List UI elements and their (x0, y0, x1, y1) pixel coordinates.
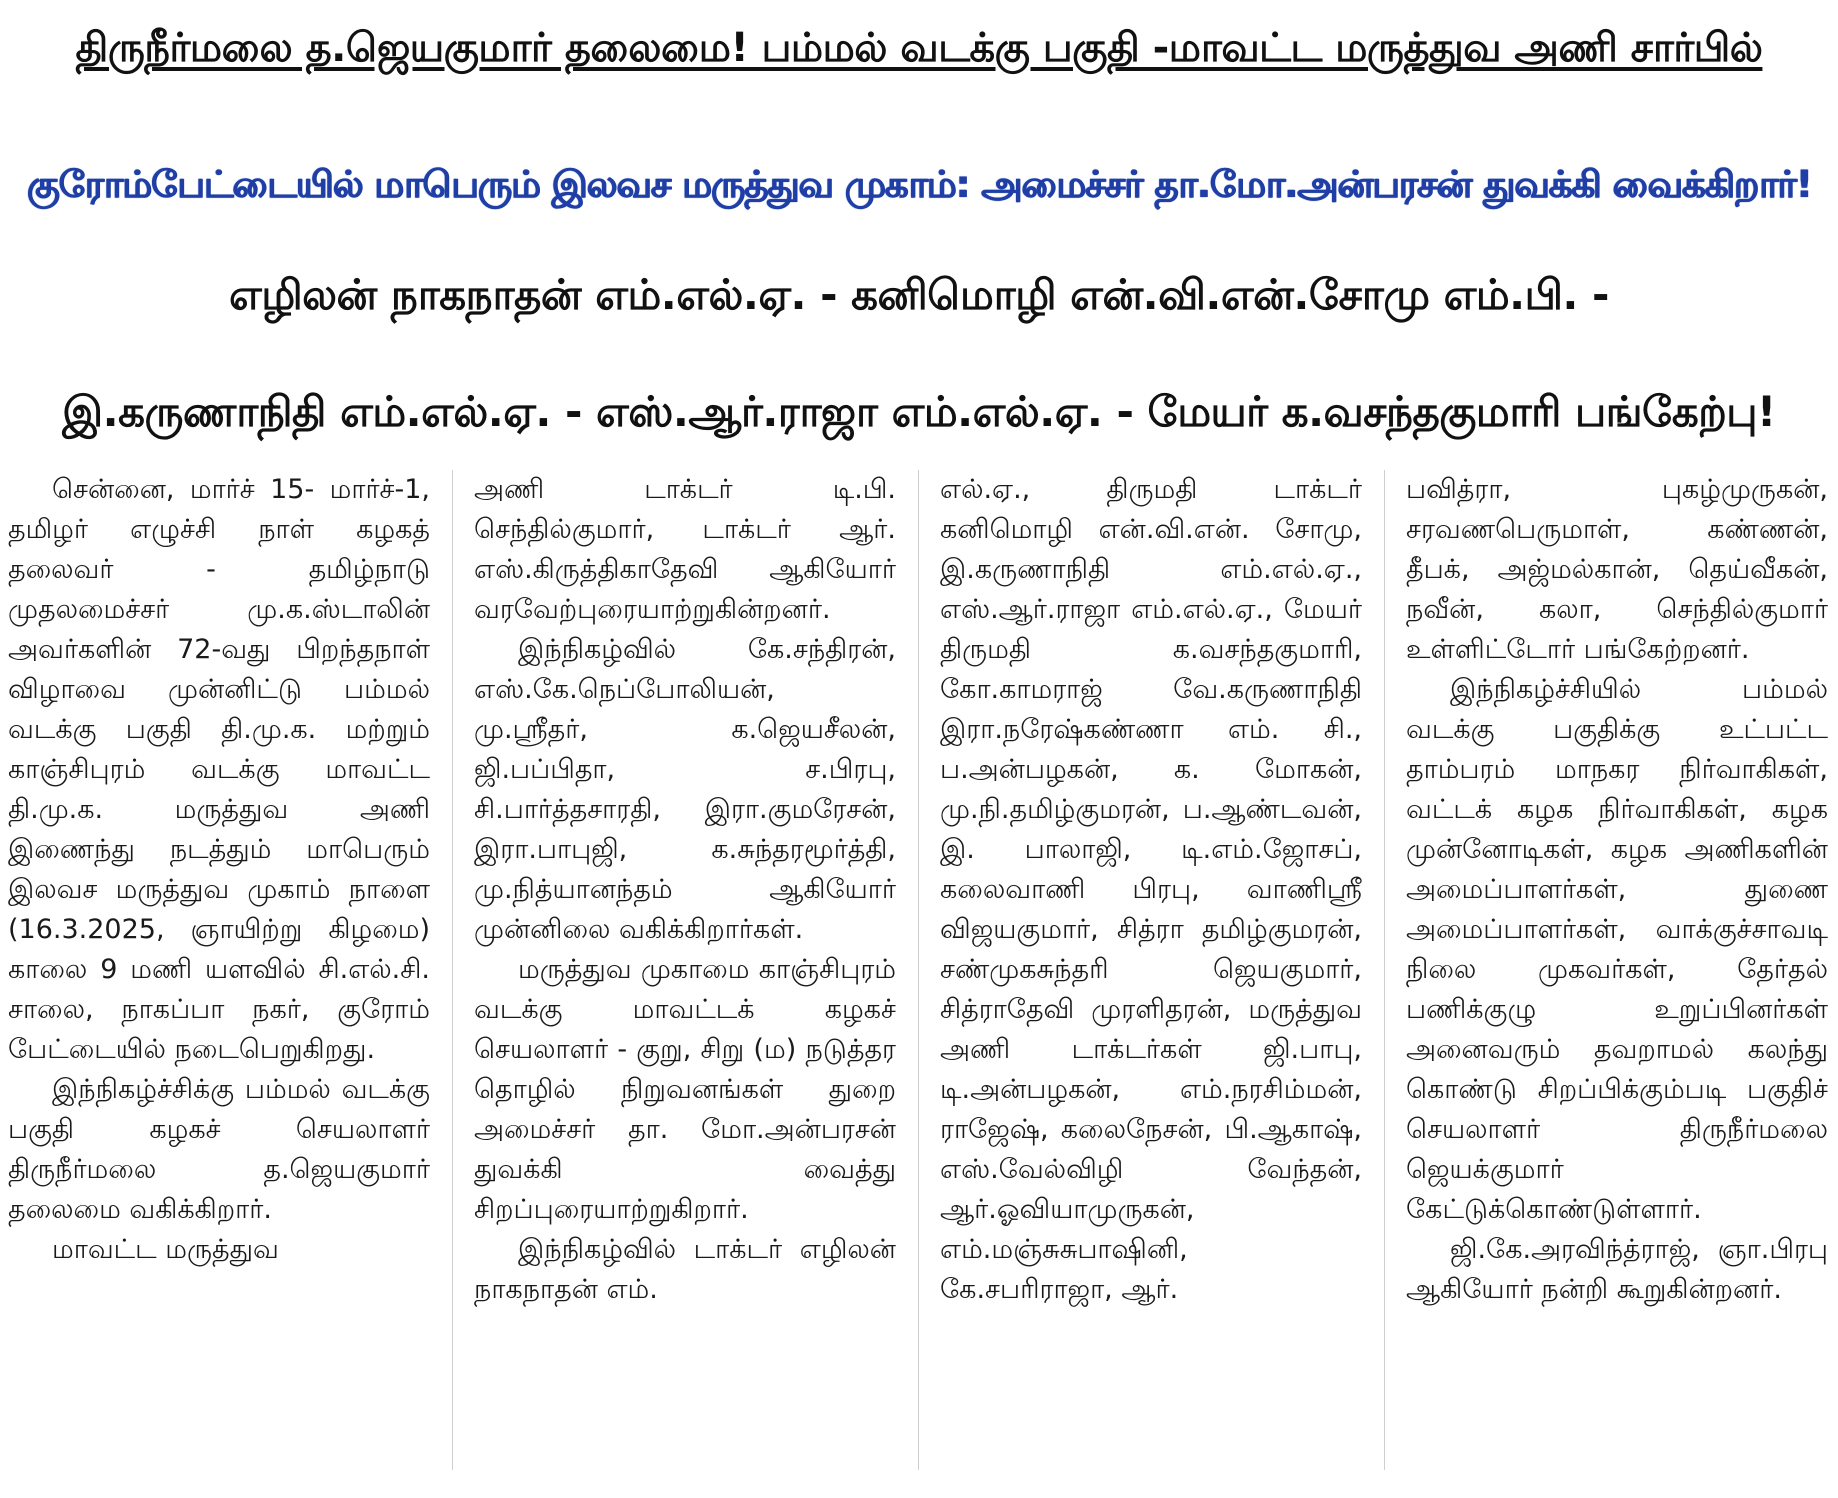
article-column-3 (940, 470, 1362, 1485)
article-paragraph: இந்நிகழ்ச்சிக்கு பம்மல் வடக்கு பகுதி கழகச் செயலாளர் திருநீர்மலை த.ஜெயகுமார் தலைமை வகிக்கிறார். (8, 1074, 430, 1225)
article-subheadline-1: எழிலன் நாகநாதன் எம்.எல்.ஏ. - கனிமொழி என்.வி.என்.சோமு எம்.பி. - (229, 270, 1609, 319)
article-paragraph: மாவட்ட மருத்துவ (52, 1234, 279, 1265)
article-kicker: திருநீர்மலை த.ஜெயகுமார் தலைமை! பம்மல் வடக்கு பகுதி -மாவட்ட மருத்துவ அணி சார்பில் (75, 25, 1763, 71)
article-body (8, 470, 1830, 1485)
article-headline: குரோம்பேட்டையில் மாபெரும் இலவச மருத்துவ முகாம்: அமைச்சர் தா.மோ.அன்பரசன் துவக்கி வைக்கிறார்! (26, 163, 1812, 206)
article-paragraph: சென்னை, மார்ச் 15- மார்ச்-1, தமிழர் எழுச்சி நாள் கழகத் தலைவர் - தமிழ்நாடு முதலமைச்சர் மு.க.ஸ்டாலின் அவர்களின் 72-வது பிறந்தநாள் விழாவை முன்னிட்டு பம்மல் வடக்கு பகுதி தி.மு.க. மற்றும் காஞ்சிபுரம் வடக்கு மாவட்ட தி.மு.க. மருத்துவ அணி இணைந்து நடத்தும் மாபெரும் இலவச மருத்துவ முகாம் நாளை (16.3.2025, ஞாயிற்று கிழமை) காலை 9 மணி யளவில் சி.எல்.சி. சாலை, நாகப்பா நகர், குரோம் பேட்டையில் நடைபெறுகிறது. (8, 474, 430, 1065)
article-paragraph: மருத்துவ முகாமை காஞ்சிபுரம் வடக்கு மாவட்டக் கழகச் செயலாளர் - குறு, சிறு (ம) நடுத்தர தொழில் நிறுவனங்கள் துறை அமைச்சர் தா. மோ.அன்பரசன் துவக்கி வைத்து சிறப்புரையாற்றுகிறார். (474, 954, 896, 1225)
article-column-2 (474, 470, 896, 1485)
article-paragraph: ஜி.கே.அரவிந்த்ராஜ், ஞா.பிரபு ஆகியோர் நன்றி கூறுகின்றனர். (1406, 1234, 1828, 1305)
article-column-1 (8, 470, 430, 1485)
article-paragraph: அணி டாக்டர் டி.பி. செந்தில்குமார், டாக்டர் ஆர். எஸ்.கிருத்திகாதேவி ஆகியோர் வரவேற்புரையாற்றுகின்றனர். (474, 474, 896, 625)
article-paragraph: பவித்ரா, புகழ்முருகன், சரவணபெருமாள், கண்ணன், தீபக், அஜ்மல்கான், தெய்வீகன், நவீன், கலா, செந்தில்குமார் உள்ளிட்டோர் பங்கேற்றனர். (1406, 474, 1828, 665)
article-subheadline-2: இ.கருணாநிதி எம்.எல்.ஏ. - எஸ்.ஆர்.ராஜா எம்.எல்.ஏ. - மேயர் க.வசந்தகுமாரி பங்கேற்பு! (62, 387, 1776, 436)
article-column-4 (1406, 470, 1828, 1485)
article-paragraph: இந்நிகழ்வில் கே.சந்திரன், எஸ்.கே.நெப்போலியன், மு.ஸ்ரீதர், க.ஜெயசீலன், ஜி.பப்பிதா, ச.பிரபு, சி.பார்த்தசாரதி, இரா.குமரேசன், இரா.பாபுஜி, க.சுந்தரமூர்த்தி, மு.நித்யானந்தம் ஆகியோர் முன்னிலை வகிக்கிறார்கள். (474, 634, 896, 945)
article-paragraph: இந்நிகழ்ச்சியில் பம்மல் வடக்கு பகுதிக்கு உட்பட்ட தாம்பரம் மாநகர நிர்வாகிகள், வட்டக் கழக நிர்வாகிகள், கழக முன்னோடிகள், கழக அணிகளின் அமைப்பாளர்கள், துணை அமைப்பாளர்கள், வாக்குச்சாவடி நிலை முகவர்கள், தேர்தல் பணிக்குழு உறுப்பினர்கள் அனைவரும் தவறாமல் கலந்து கொண்டு சிறப்பிக்கும்படி பகுதிச் செயலாளர் திருநீர்மலை ஜெயக்குமார் கேட்டுக்கொண்டுள்ளார். (1406, 674, 1828, 1225)
article-paragraph: எல்.ஏ., திருமதி டாக்டர் கனிமொழி என்.வி.என். சோமு, இ.கருணாநிதி எம்.எல்.ஏ., எஸ்.ஆர்.ராஜா எம்.எல்.ஏ., மேயர் திருமதி க.வசந்தகுமாரி, கோ.காமராஜ் வே.கருணாநிதி இரா.நரேஷ்கண்ணா எம். சி., ப.அன்பழகன், க. மோகன், மு.நி.தமிழ்குமரன், ப.ஆண்டவன், இ. பாலாஜி, டி.எம்.ஜோசப், கலைவாணி பிரபு, வாணிஸ்ரீ விஜயகுமார், சித்ரா தமிழ்குமரன், சண்முகசுந்தரி ஜெயகுமார், சித்ராதேவி முரளிதரன், மருத்துவ அணி டாக்டர்கள் ஜி.பாபு, டி.அன்பழகன், எம்.நரசிம்மன், ராஜேஷ், கலைநேசன், பி.ஆகாஷ், எஸ்.வேல்விழி வேந்தன், ஆர்.ஓவியாமுருகன், எம்.மஞ்சுசுபாஷினி, கே.சபரிராஜா, ஆர். (940, 474, 1362, 1305)
article-paragraph: இந்நிகழ்வில் டாக்டர் எழிலன் நாகநாதன் எம். (474, 1234, 896, 1305)
